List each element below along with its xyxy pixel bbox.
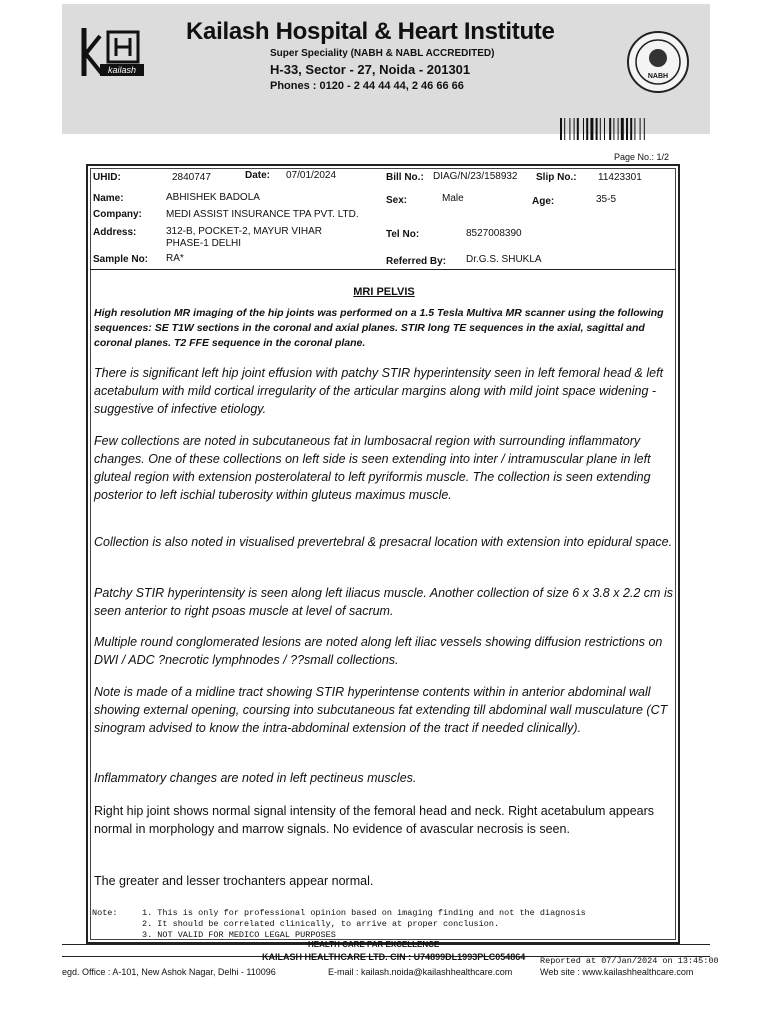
finding-paragraph: Patchy STIR hyperintensity is seen along left iliacus muscle. Another collection of size 6 x 3.8 x 2.2 cm is seen anterior to right psoas muscle at level of sacrum. — [94, 586, 673, 618]
slip-value: 11423301 — [598, 172, 642, 183]
slip-label: Slip No.: — [536, 172, 577, 183]
address-label: Address: — [93, 227, 137, 238]
note-line: 1. This is only for professional opinion based on imaging finding and not the diagnosis — [142, 908, 586, 918]
footer-website: Web site : www.kailashhealthcare.com — [540, 967, 694, 977]
company-value: MEDI ASSIST INSURANCE TPA PVT. LTD. — [166, 209, 359, 220]
bill-value: DIAG/N/23/158932 — [433, 171, 518, 182]
notes-label: Note: — [92, 908, 118, 918]
finding-paragraph: Note is made of a midline tract showing STIR hyperintense contents within in anterior abdominal wall showing external opening, coursing into subcutaneous fat extending till abdominal wall musculature (CT sinogram advised to know the intra-abdominal extension of the tract if needed clinically). — [94, 685, 668, 735]
date-value: 07/01/2024 — [286, 170, 337, 181]
note-line: 2. It should be correlated clinically, to arrive at proper conclusion. — [142, 919, 500, 929]
finding-paragraph: The greater and lesser trochanters appear normal. — [94, 874, 374, 888]
date-label: Date: — [245, 170, 271, 181]
hospital-phones: Phones : 0120 - 2 44 44 44, 2 46 66 66 — [270, 80, 464, 92]
referred-value: Dr.G.S. SHUKLA — [466, 254, 542, 265]
finding-paragraph: Few collections are noted in subcutaneous fat in lumbosacral region with surrounding inflammatory changes. One of these collections on left side is seen extending into inter / intramuscular plane in left gluteal region with extension posterolateral to left pyriformis muscle. The collection is seen extending posterior to left ischial tuberosity within gluteus maximus muscle. — [94, 434, 651, 502]
address-line2: PHASE-1 DELHI — [166, 238, 242, 249]
name-label: Name: — [93, 193, 124, 204]
note-line: 3. NOT VALID FOR MEDICO LEGAL PURPOSES — [142, 930, 336, 940]
bill-label: Bill No.: — [386, 172, 424, 183]
sample-value: RA* — [166, 253, 184, 264]
sex-value: Male — [442, 193, 464, 204]
hospital-logo — [76, 22, 150, 82]
page-number: Page No.: 1/2 — [614, 152, 670, 162]
footer-cin: KAILASH HEALTHCARE LTD. CIN : U74899DL1993PLC054864 — [262, 952, 526, 962]
sex-label: Sex: — [386, 195, 408, 206]
referred-label: Referred By: — [386, 256, 447, 267]
footer-tagline: HEALTH CARE PAR EXCELLENCE — [308, 940, 440, 949]
barcode — [560, 118, 680, 140]
footer-reported-at: Reported at 07/Jan/2024 on 13:45:00 — [540, 956, 719, 966]
age-label: Age: — [532, 196, 555, 207]
report-title: MRI PELVIS — [353, 286, 415, 298]
sample-label: Sample No: — [93, 254, 149, 265]
logo-text: kailash — [107, 65, 137, 75]
finding-paragraph: There is significant left hip joint effusion with patchy STIR hyperintensity seen in left femoral head & left acetabulum with mild cortical irregularity of the articular margins along with mild joint space widening - suggestive of infective etiology. — [94, 366, 664, 416]
finding-paragraph: Collection is also noted in visualised prevertebral & presacral location with extension into epidural space. — [94, 535, 673, 549]
seal-text: NABH — [647, 73, 669, 80]
finding-paragraph: Right hip joint shows normal signal intensity of the femoral head and neck. Right acetabulum appears normal in morphology and marrow signals. No evidence of avascular necrosis is seen. — [94, 804, 655, 836]
finding-paragraph: Multiple round conglomerated lesions are noted along left iliac vessels showing diffusion restrictions on DWI / ADC ?necrotic lymphnodes / ??small collections. — [94, 635, 663, 667]
uhid-label: UHID: — [93, 172, 121, 183]
tel-label: Tel No: — [386, 229, 420, 240]
tel-value: 8527008390 — [466, 228, 522, 239]
company-label: Company: — [93, 209, 142, 220]
footer-office-address: egd. Office : A-101, New Ashok Nagar, Delhi - 110096 — [62, 967, 276, 977]
hospital-subtitle: Super Speciality (NABH & NABL ACCREDITED) — [270, 48, 495, 59]
nabh-seal — [626, 30, 690, 94]
footer-email: E-mail : kailash.noida@kailashhealthcare.com — [328, 967, 513, 977]
uhid-value: 2840747 — [172, 172, 211, 183]
hospital-name: Kailash Hospital & Heart Institute — [186, 18, 555, 45]
technique-paragraph: High resolution MR imaging of the hip joints was performed on a 1.5 Tesla Multiva MR scanner using the following sequences: SE T1W sections in the coronal and axial planes. STIR long TE sequences in the axial, sagittal and coronal planes. T2 FFE sequence in the coronal plane. — [94, 307, 664, 349]
age-value: 35-5 — [596, 194, 617, 205]
finding-paragraph: Inflammatory changes are noted in left pectineus muscles. — [94, 771, 417, 785]
hospital-address: H-33, Sector - 27, Noida - 201301 — [270, 62, 471, 77]
name-value: ABHISHEK BADOLA — [166, 192, 260, 203]
address-line1: 312-B, POCKET-2, MAYUR VIHAR — [166, 226, 322, 237]
